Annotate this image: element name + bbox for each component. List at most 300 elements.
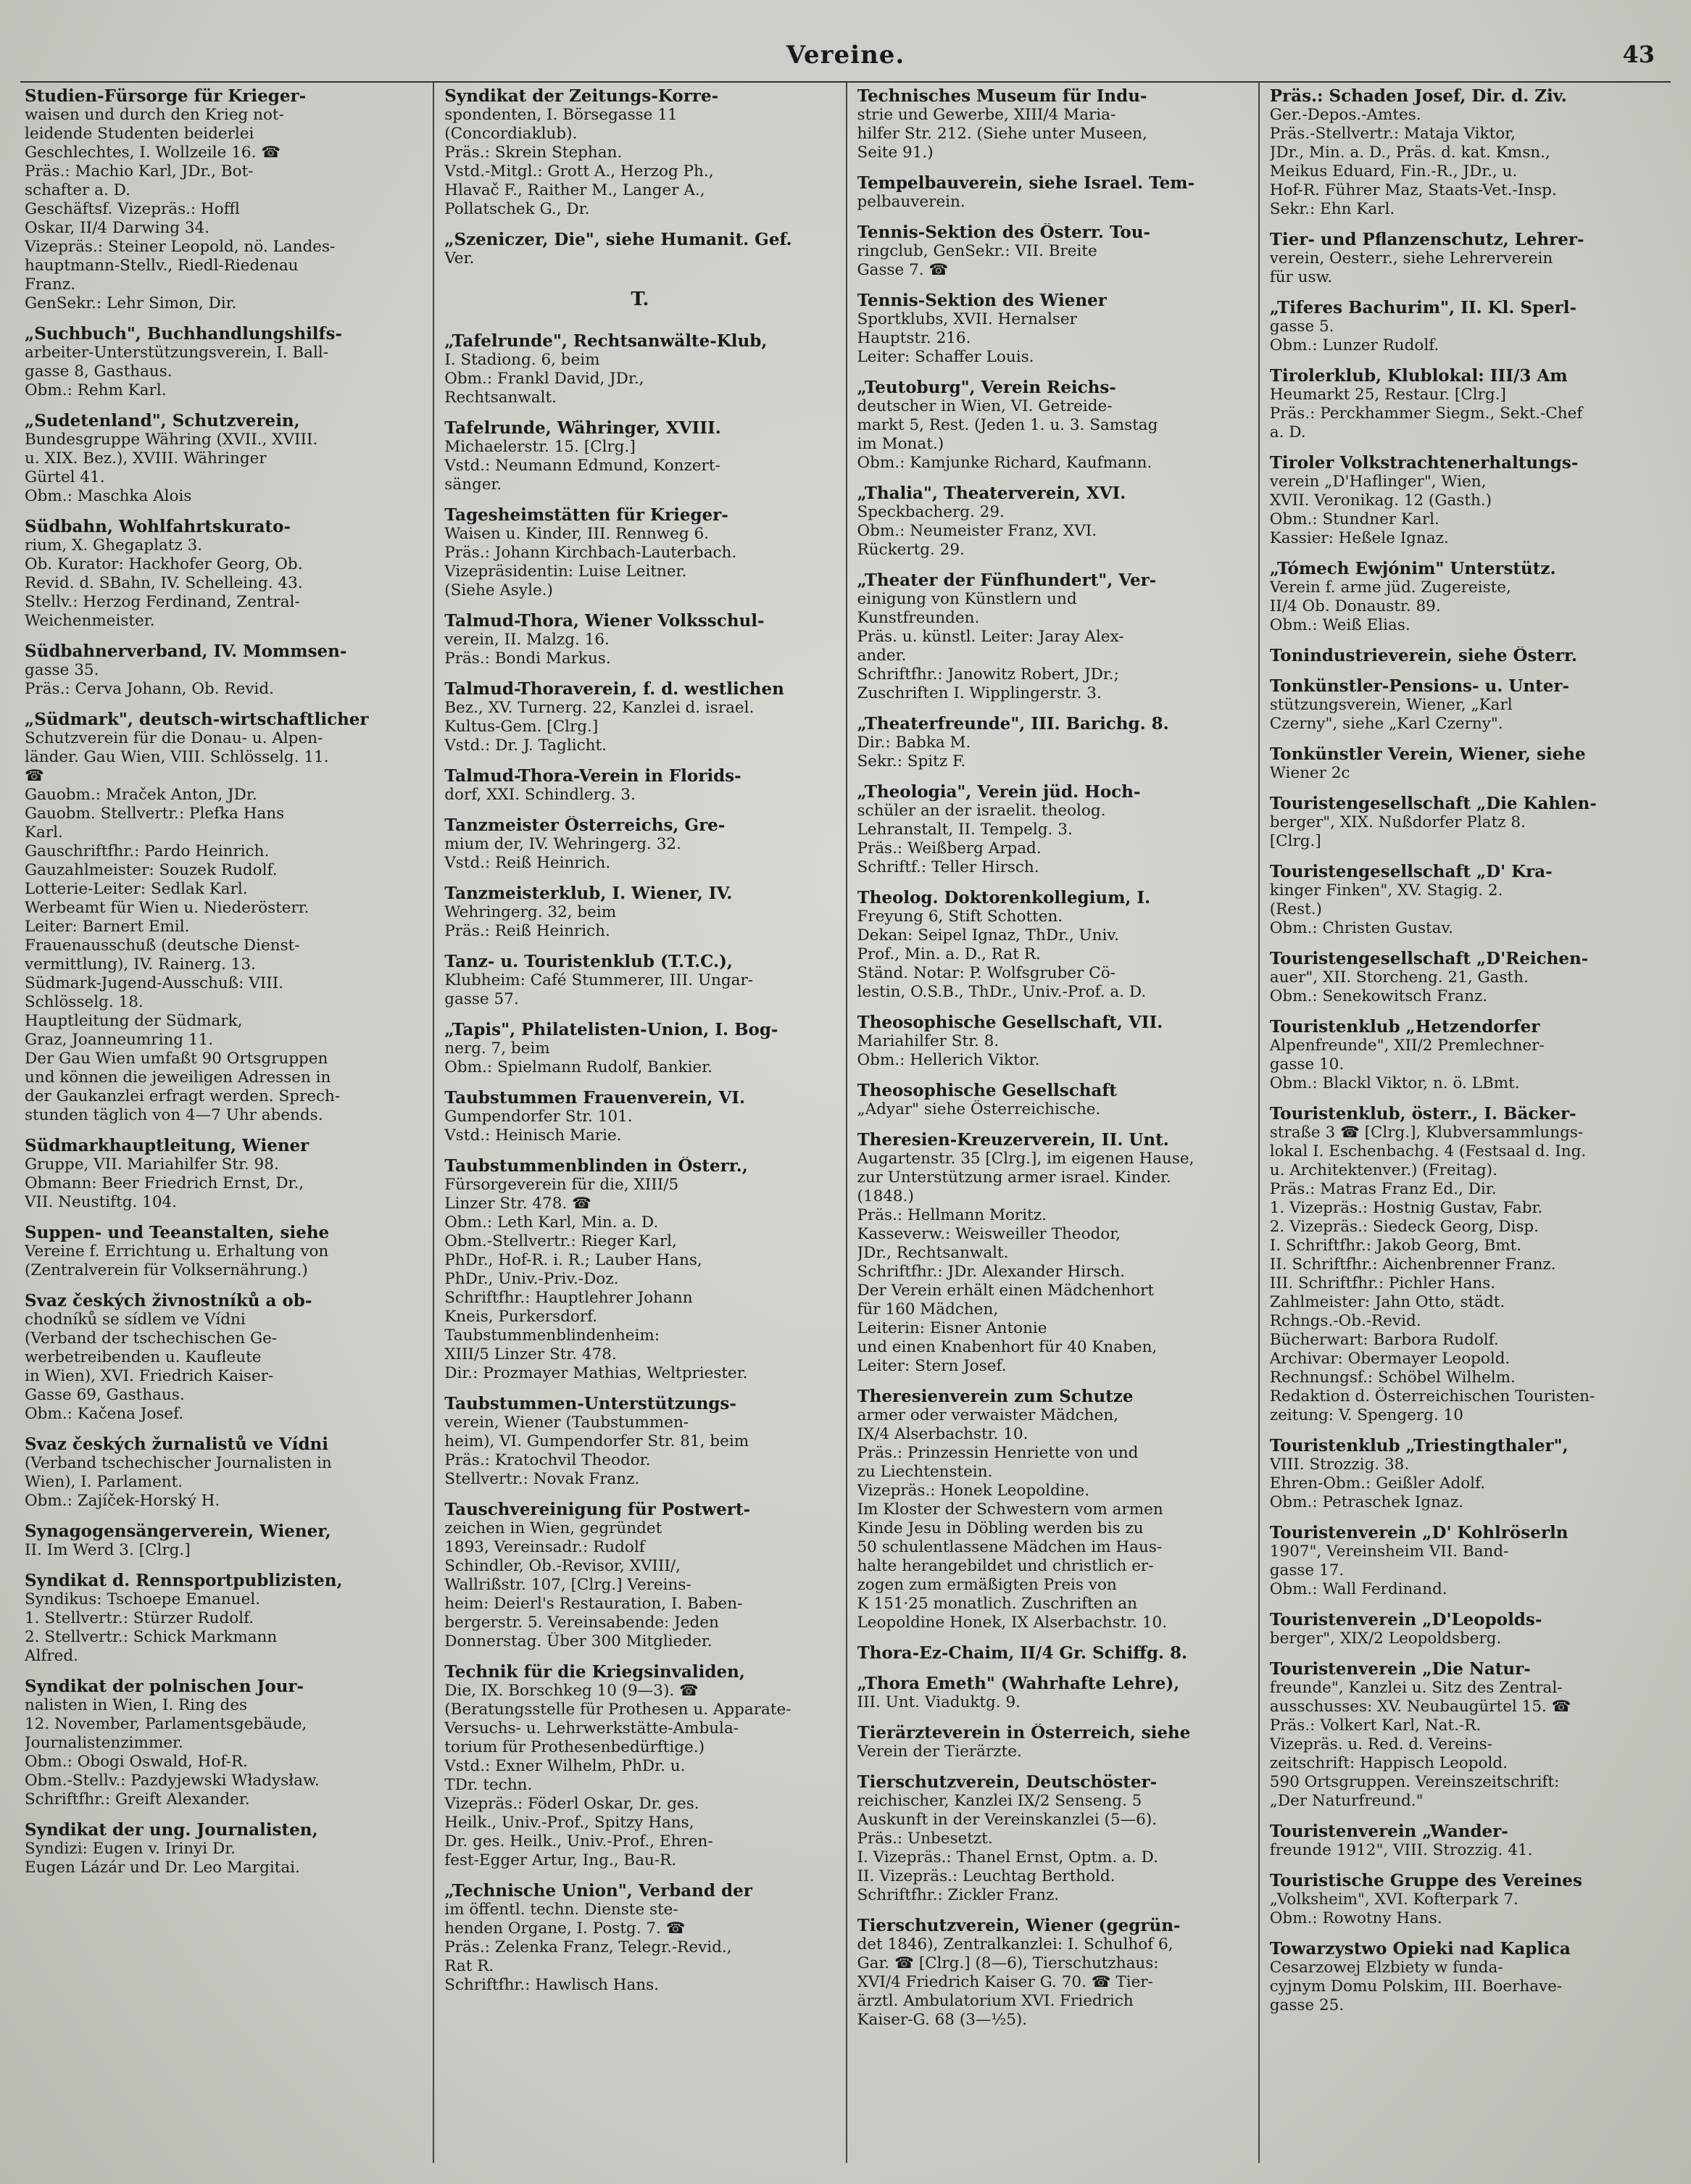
entry-line: Der Gau Wien umfaßt 90 Ortsgruppen bbox=[25, 1050, 328, 1068]
entry-line: IX/4 Alserbachstr. 10. bbox=[857, 1425, 1029, 1443]
entry-line: (1848.) bbox=[857, 1187, 914, 1205]
entry-line: und einen Knabenhort für 40 Knaben, bbox=[857, 1338, 1158, 1356]
entry-line: Obm.: Weiß Elias. bbox=[1269, 616, 1410, 634]
entry-line: Schriftfhr.: Zickler Franz. bbox=[857, 1886, 1060, 1904]
entry-line: Präs.: Reiß Heinrich. bbox=[444, 922, 610, 940]
entry-line: Hauptstr. 216. bbox=[857, 329, 971, 347]
entry-heading-line: „Sudetenland", Schutzverein, bbox=[25, 412, 300, 431]
entry-line: Kunstfreunden. bbox=[857, 609, 980, 627]
directory-entry bbox=[444, 1882, 835, 1995]
entry-heading-line: Touristenverein „Wander- bbox=[1269, 1822, 1508, 1841]
entry-heading-line: Syndikat der ung. Journalisten, bbox=[25, 1821, 318, 1840]
entry-line: Vstd.: Neumann Edmund, Konzert- bbox=[444, 457, 720, 475]
directory-entry bbox=[1270, 1018, 1661, 1093]
entry-line: (Verband der tschechischen Ge- bbox=[25, 1329, 278, 1348]
entry-heading-line: Tafelrunde, Währinger, XVIII. bbox=[444, 419, 721, 438]
directory-entry bbox=[857, 889, 1248, 1002]
entry-line: Vizepräs.: Steiner Leopold, nö. Landes- bbox=[25, 238, 336, 256]
entry-line: Meikus Eduard, Fin.-R., JDr., u. bbox=[1269, 162, 1518, 180]
entry-line: Leopoldine Honek, IX Alserbachstr. 10. bbox=[857, 1614, 1168, 1632]
entry-line: Hlavač F., Raither M., Langer A., bbox=[444, 181, 705, 199]
directory-entry bbox=[25, 1137, 423, 1212]
entry-line: Vizepräs. u. Red. d. Vereins- bbox=[1269, 1735, 1492, 1753]
entry-line: freunde 1912", VIII. Strozzig. 41. bbox=[1269, 1841, 1533, 1859]
directory-entry bbox=[1270, 863, 1661, 938]
directory-entry bbox=[857, 1387, 1248, 1632]
entry-line: Schlösselg. 18. bbox=[25, 993, 144, 1011]
directory-entry bbox=[1270, 1872, 1661, 1928]
directory-entry bbox=[857, 1674, 1248, 1712]
entry-heading-line: Präs.: Schaden Josef, Dir. d. Ziv. bbox=[1269, 87, 1567, 106]
entry-line: in Wien), XVI. Friedrich Kaiser- bbox=[25, 1367, 274, 1385]
entry-line: zu Liechtenstein. bbox=[857, 1463, 993, 1481]
entry-line: gasse 10. bbox=[1269, 1055, 1345, 1074]
entry-heading-line: „Theaterfreunde", III. Barichg. 8. bbox=[857, 715, 1169, 734]
entry-line: Präs.: Volkert Karl, Nat.-R. bbox=[1269, 1716, 1482, 1735]
entry-line: XIII/5 Linzer Str. 478. bbox=[444, 1345, 617, 1363]
entry-line: hilfer Str. 212. (Siehe unter Museen, bbox=[857, 125, 1147, 143]
entry-line: Auskunft in der Vereinskanzlei (5—6). bbox=[857, 1811, 1158, 1829]
entry-line: 1893, Vereinsadr.: Rudolf bbox=[444, 1538, 645, 1556]
entry-line: K 151·25 monatlich. Zuschriften an bbox=[857, 1595, 1137, 1613]
entry-line: Gauzahlmeister: Souzek Rudolf. bbox=[25, 861, 278, 879]
entry-line: Obm.: Neumeister Franz, XVI. bbox=[857, 522, 1097, 540]
entry-heading-line: „Thalia", Theaterverein, XVI. bbox=[857, 484, 1126, 503]
entry-line: 12. November, Parlamentsgebäude, bbox=[25, 1715, 307, 1733]
entry-heading-line: Tonkünstler-Pensions- u. Unter- bbox=[1269, 677, 1569, 696]
entry-line: Schindler, Ob.-Revisor, XVIII/, bbox=[444, 1557, 681, 1575]
entry-heading-line: Tennis-Sektion des Wiener bbox=[857, 291, 1107, 310]
entry-line: Alpenfreunde", XII/2 Premlechner- bbox=[1269, 1037, 1545, 1055]
entry-line: Gauobm. Stellvertr.: Plefka Hans bbox=[25, 805, 285, 823]
entry-heading-line: Talmud-Thora-Verein in Florids- bbox=[444, 767, 741, 786]
directory-entry bbox=[444, 1663, 835, 1870]
entry-heading-line: Tierschutzverein, Deutschöster- bbox=[857, 1773, 1158, 1792]
entry-heading-line: Theosophische Gesellschaft, VII. bbox=[857, 1013, 1163, 1032]
entry-heading-line: Tanz- u. Touristenklub (T.T.C.), bbox=[444, 952, 733, 971]
entry-line: stunden täglich von 4—7 Uhr abends. bbox=[25, 1106, 323, 1124]
entry-line: Ständ. Notar: P. Wolfsgruber Cö- bbox=[857, 964, 1115, 982]
entry-line: Sekr.: Ehn Karl. bbox=[1269, 200, 1395, 218]
entry-line: nalisten in Wien, I. Ring des bbox=[25, 1696, 248, 1714]
entry-line: stützungsverein, Wiener, „Karl bbox=[1269, 696, 1513, 714]
entry-line: I. Schriftfhr.: Jakob Georg, Bmt. bbox=[1269, 1237, 1522, 1255]
directory-entry bbox=[444, 419, 835, 494]
entry-line: Ger.-Depos.-Amtes. bbox=[1269, 106, 1421, 124]
entry-line: ringclub, GenSekr.: VII. Breite bbox=[857, 242, 1097, 260]
directory-entry bbox=[1270, 647, 1661, 665]
entry-line: Zahlmeister: Jahn Otto, städt. bbox=[1269, 1293, 1505, 1311]
directory-entry bbox=[25, 1522, 423, 1560]
entry-line: Obm.: Hellerich Viktor. bbox=[857, 1051, 1040, 1069]
directory-entry bbox=[444, 1021, 835, 1077]
entry-line: waisen und durch den Krieg not- bbox=[25, 106, 284, 124]
entry-line: Schriftf.: Teller Hirsch. bbox=[857, 858, 1039, 876]
entry-line: VII. Neustiftg. 104. bbox=[25, 1193, 178, 1211]
directory-entry bbox=[857, 1081, 1248, 1119]
entry-line: Waisen u. Kinder, III. Rennweg 6. bbox=[444, 525, 709, 543]
entry-line: Rchngs.-Ob.-Revid. bbox=[1269, 1312, 1421, 1330]
entry-line: länder. Gau Wien, VIII. Schlösselg. 11. bbox=[25, 748, 329, 766]
directory-entry bbox=[857, 1644, 1248, 1663]
entry-line: II. Im Werd 3. [Clrg.] bbox=[25, 1541, 191, 1559]
entry-line: Gasse 7. ☎ bbox=[857, 261, 949, 279]
entry-line: Vizepräs.: Honek Leopoldine. bbox=[857, 1482, 1090, 1500]
entry-line: berger", XIX/2 Leopoldsberg. bbox=[1269, 1629, 1502, 1648]
entry-heading-line: Südmarkhauptleitung, Wiener bbox=[25, 1137, 309, 1155]
entry-line: lokal I. Eschenbachg. 4 (Festsaal d. Ing. bbox=[1269, 1142, 1587, 1160]
entry-line: Leiter: Schaffer Louis. bbox=[857, 348, 1034, 366]
entry-line: Die, IX. Borschkeg 10 (9—3). ☎ bbox=[444, 1682, 699, 1700]
entry-line: Präs.: Perckhammer Siegm., Sekt.-Chef bbox=[1269, 404, 1583, 423]
entry-line: Michaelerstr. 15. [Clrg.] bbox=[444, 438, 636, 456]
entry-line: Präs.: Weißberg Arpad. bbox=[857, 839, 1042, 858]
entry-line: dorf, XXI. Schindlerg. 3. bbox=[444, 786, 636, 804]
entry-line: 2. Stellvertr.: Schick Markmann bbox=[25, 1628, 278, 1646]
entry-heading-line: „Theologia", Verein jüd. Hoch- bbox=[857, 783, 1141, 802]
entry-heading-line: Taubstummenblinden in Österr., bbox=[444, 1157, 748, 1176]
entry-line: Leiterin: Eisner Antonie bbox=[857, 1319, 1047, 1337]
entry-line: Kassier: Heßele Ignaz. bbox=[1269, 529, 1449, 547]
entry-line: Verein der Tierärzte. bbox=[857, 1743, 1022, 1761]
entry-line: Gauschriftfhr.: Pardo Heinrich. bbox=[25, 842, 270, 860]
page-title: Vereine. bbox=[786, 41, 905, 70]
directory-entry bbox=[1270, 299, 1661, 355]
entry-heading-line: „Theater der Fünfhundert", Ver- bbox=[857, 571, 1157, 590]
entry-line: Redaktion d. Österreichischen Touristen- bbox=[1269, 1387, 1595, 1406]
entry-line: gasse 5. bbox=[1269, 317, 1334, 336]
entry-line: reichischer, Kanzlei IX/2 Senseng. 5 bbox=[857, 1792, 1142, 1810]
entry-heading-line: „Tapis", Philatelisten-Union, I. Bog- bbox=[444, 1021, 778, 1039]
entry-heading-line: Tonkünstler Verein, Wiener, siehe bbox=[1269, 745, 1586, 764]
entry-line: GenSekr.: Lehr Simon, Dir. bbox=[25, 294, 237, 312]
directory-entry bbox=[444, 680, 835, 755]
entry-line: heim: Deierl's Restauration, I. Baben- bbox=[444, 1595, 743, 1613]
entry-heading-line: Tanzmeister Österreichs, Gre- bbox=[444, 816, 726, 835]
entry-line: Lehranstalt, II. Tempelg. 3. bbox=[857, 821, 1073, 839]
entry-line: II. Schriftfhr.: Aichenbrenner Franz. bbox=[1269, 1255, 1556, 1274]
entry-heading-line: Tonindustrieverein, siehe Österr. bbox=[1269, 647, 1577, 665]
entry-line: gasse 57. bbox=[444, 990, 519, 1008]
entry-line: JDr., Min. a. D., Präs. d. kat. Kmsn., bbox=[1269, 144, 1550, 162]
entry-line: leidende Studenten beiderlei bbox=[25, 125, 254, 143]
entry-line: Donnerstag. Über 300 Mitglieder. bbox=[444, 1632, 712, 1651]
entry-line: Klubheim: Café Stummerer, III. Ungar- bbox=[444, 971, 754, 989]
entry-line: Journalistenzimmer. bbox=[25, 1734, 183, 1752]
entry-line: Schriftfhr.: Hawlisch Hans. bbox=[444, 1976, 660, 1994]
entry-line: Gruppe, VII. Mariahilfer Str. 98. bbox=[25, 1155, 279, 1174]
entry-line: Obm.: Rowotny Hans. bbox=[1269, 1909, 1442, 1927]
entry-heading-line: Studien-Fürsorge für Krieger- bbox=[25, 87, 307, 106]
entry-line: Präs.-Stellvertr.: Mataja Viktor, bbox=[1269, 125, 1516, 143]
entry-line: Obm.: Wall Ferdinand. bbox=[1269, 1580, 1447, 1598]
entry-line: und können die jeweiligen Adressen in bbox=[25, 1068, 331, 1087]
entry-heading-line: Syndikat d. Rennsportpublizisten, bbox=[25, 1571, 343, 1590]
directory-entry bbox=[1270, 1940, 1661, 2015]
entry-line: Franz. bbox=[25, 275, 76, 294]
entry-line: Vstd.-Mitgl.: Grott A., Herzog Ph., bbox=[444, 162, 714, 180]
entry-line: Mariahilfer Str. 8. bbox=[857, 1032, 1000, 1050]
entry-line: „Volksheim", XVI. Kofterpark 7. bbox=[1269, 1890, 1518, 1909]
entry-line: Karl. bbox=[25, 823, 63, 842]
entry-line: Leiter: Barnert Emil. bbox=[25, 918, 190, 936]
entry-line: Obm.: Maschka Alois bbox=[25, 487, 192, 505]
entry-line: (Rest.) bbox=[1269, 900, 1322, 918]
entry-heading-line: Theresien-Kreuzerverein, II. Unt. bbox=[857, 1131, 1169, 1150]
entry-heading-line: Talmud-Thoraverein, f. d. westlichen bbox=[444, 680, 784, 699]
entry-heading-line: Tauschvereinigung für Postwert- bbox=[444, 1500, 751, 1519]
entry-line: Pollatschek G., Dr. bbox=[444, 200, 590, 218]
entry-line: Bez., XV. Turnerg. 22, Kanzlei d. israel. bbox=[444, 699, 755, 717]
entry-line: gasse 17. bbox=[1269, 1561, 1345, 1579]
entry-line: zeitschrift: Happisch Leopold. bbox=[1269, 1754, 1508, 1772]
directory-entry bbox=[857, 571, 1248, 703]
entry-line: pelbauverein. bbox=[857, 193, 965, 211]
entry-line: vermittlung), IV. Rainerg. 13. bbox=[25, 955, 256, 973]
entry-line: Präs.: Johann Kirchbach-Lauterbach. bbox=[444, 544, 737, 562]
directory-entry bbox=[857, 715, 1248, 771]
directory-entry bbox=[25, 518, 423, 631]
entry-line: Schriftfhr.: Janowitz Robert, JDr.; bbox=[857, 665, 1119, 684]
entry-line: Präs. u. künstl. Leiter: Jaray Alex- bbox=[857, 628, 1124, 646]
directory-entry bbox=[1270, 950, 1661, 1006]
entry-line: XVI/4 Friedrich Kaiser G. 70. ☎ Tier- bbox=[857, 1973, 1153, 1991]
entry-heading-line: Touristengesellschaft „D'Reichen- bbox=[1269, 950, 1589, 968]
entry-line: verein, II. Malzg. 16. bbox=[444, 631, 610, 649]
entry-line: det 1846), Zentralkanzlei: I. Schulhof 6, bbox=[857, 1935, 1173, 1953]
entry-line: TDr. techn. bbox=[444, 1776, 533, 1794]
entry-line: 50 schulentlassene Mädchen im Haus- bbox=[857, 1538, 1163, 1556]
entry-heading-line: „Technische Union", Verband der bbox=[444, 1882, 752, 1901]
entry-heading-line: Theosophische Gesellschaft bbox=[857, 1081, 1117, 1100]
entry-line: werbetreibenden u. Kaufleute bbox=[25, 1348, 262, 1366]
entry-line: Südmark-Jugend-Ausschuß: VIII. bbox=[25, 974, 284, 992]
entry-line: im öffentl. techn. Dienste ste- bbox=[444, 1901, 678, 1919]
entry-line: PhDr., Univ.-Priv.-Doz. bbox=[444, 1270, 619, 1288]
entry-line: Präs.: Matras Franz Ed., Dir. bbox=[1269, 1180, 1497, 1198]
entry-line: Vstd.: Exner Wilhelm, PhDr. u. bbox=[444, 1757, 686, 1775]
entry-line: Obm.-Stellv.: Pazdyjewski Władysław. bbox=[25, 1772, 320, 1790]
entry-line: Sekr.: Spitz F. bbox=[857, 752, 966, 771]
entry-heading-line: Touristenklub „Triestingthaler", bbox=[1269, 1437, 1569, 1456]
directory-entry bbox=[857, 484, 1248, 560]
entry-heading-line: „Tómech Ewjónim" Unterstütz. bbox=[1269, 560, 1556, 578]
entry-line: Syndikus: Tschoepe Emanuel. bbox=[25, 1590, 261, 1608]
entry-line: Schriftfhr.: JDr. Alexander Hirsch. bbox=[857, 1263, 1126, 1281]
entry-line: rium, X. Ghegaplatz 3. bbox=[25, 536, 203, 555]
entry-line: gasse 35. bbox=[25, 661, 99, 679]
entry-line: (Beratungsstelle für Prothesen u. Apparate- bbox=[444, 1701, 792, 1719]
entry-line: Wehringerg. 32, beim bbox=[444, 903, 617, 921]
entry-line: Werbeamt für Wien u. Niederösterr. bbox=[25, 899, 309, 917]
entry-line: Wallrißstr. 107, [Clrg.] Vereins- bbox=[444, 1576, 691, 1594]
entry-line: III. Schriftfhr.: Pichler Hans. bbox=[1269, 1274, 1496, 1292]
entry-line: Präs.: Bondi Markus. bbox=[444, 649, 611, 668]
directory-entry bbox=[25, 1292, 423, 1424]
entry-line: ☎ bbox=[25, 767, 44, 785]
entry-line: Taubstummenblindenheim: bbox=[444, 1326, 660, 1345]
entry-line: Alfred. bbox=[25, 1647, 78, 1665]
directory-entry bbox=[444, 767, 835, 805]
entry-line: Czerny", siehe „Karl Czerny". bbox=[1269, 715, 1503, 733]
directory-entry bbox=[857, 783, 1248, 877]
directory-entry bbox=[444, 612, 835, 668]
directory-entry bbox=[857, 1917, 1248, 2030]
entry-line: 1. Stellvertr.: Stürzer Rudolf. bbox=[25, 1609, 254, 1627]
entry-line: Schriftfhr.: Hauptlehrer Johann bbox=[444, 1289, 693, 1307]
entry-line: zeitung: V. Spengerg. 10 bbox=[1269, 1406, 1463, 1424]
entry-line: Stellvertr.: Novak Franz. bbox=[444, 1470, 640, 1488]
column-1 bbox=[20, 83, 433, 2163]
entry-line: verein „D'Haflinger", Wien, bbox=[1269, 473, 1487, 491]
entry-line: Ver. bbox=[444, 249, 475, 267]
directory-entry bbox=[857, 1131, 1248, 1376]
entry-heading-line: Thora-Ez-Chaim, II/4 Gr. Schiffg. 8. bbox=[857, 1644, 1188, 1663]
entry-line: Augartenstr. 35 [Clrg.], im eigenen Hause, bbox=[857, 1150, 1194, 1168]
entry-line: Obm.: Senekowitsch Franz. bbox=[1269, 987, 1488, 1005]
entry-line: Graz, Joanneumring 11. bbox=[25, 1031, 214, 1049]
entry-heading-line: Syndikat der Zeitungs-Korre- bbox=[444, 87, 719, 106]
directory-entry bbox=[25, 1821, 423, 1877]
entry-heading-line: „Thora Emeth" (Wahrhafte Lehre), bbox=[857, 1674, 1180, 1693]
entry-line: Versuchs- u. Lehrwerkstätte-Ambula- bbox=[444, 1719, 739, 1737]
entry-line: Obmann: Beer Friedrich Ernst, Dr., bbox=[25, 1174, 304, 1192]
entry-line: Gumpendorfer Str. 101. bbox=[444, 1108, 633, 1126]
directory-entry bbox=[857, 1773, 1248, 1905]
entry-line: Gauobm.: Mraček Anton, JDr. bbox=[25, 786, 257, 804]
entry-line: Vizepräs.: Föderl Oskar, Dr. ges. bbox=[444, 1795, 699, 1813]
entry-line: Obm.: Blackl Viktor, n. ö. LBmt. bbox=[1269, 1074, 1520, 1092]
entry-line: arbeiter-Unterstützungsverein, I. Ball- bbox=[25, 344, 329, 362]
entry-heading-line: „Tiferes Bachurim", II. Kl. Sperl- bbox=[1269, 299, 1577, 317]
page-header bbox=[20, 36, 1671, 81]
entry-line: Ob. Kurator: Hackhofer Georg, Ob. bbox=[25, 555, 303, 573]
entry-line: cyjnym Domu Polskim, III. Boerhave- bbox=[1269, 1977, 1563, 1996]
entry-line: verein, Wiener (Taubstummen- bbox=[444, 1413, 689, 1432]
entry-line: Kaiser-G. 68 (3—½5). bbox=[857, 2011, 1028, 2029]
entry-line: Eugen Lázár und Dr. Leo Margitai. bbox=[25, 1859, 300, 1877]
column-4 bbox=[1258, 83, 1671, 2163]
entry-heading-line: Touristengesellschaft „Die Kahlen- bbox=[1269, 794, 1597, 813]
entry-line: III. Unt. Viaduktg. 9. bbox=[857, 1693, 1021, 1711]
entry-line: Kinde Jesu in Döbling werden bis zu bbox=[857, 1519, 1144, 1537]
directory-entry bbox=[1270, 1660, 1661, 1811]
entry-line: henden Organe, I. Postg. 7. ☎ bbox=[444, 1919, 686, 1938]
entry-line: [Clrg.] bbox=[1269, 832, 1321, 850]
entry-line: Rechtsanwalt. bbox=[444, 389, 557, 407]
entry-line: Ehren-Obm.: Geißler Adolf. bbox=[1269, 1474, 1486, 1492]
entry-line: straße 3 ☎ [Clrg.], Klubversammlungs- bbox=[1269, 1124, 1584, 1142]
entry-line: Hauptleitung der Südmark, bbox=[25, 1012, 243, 1030]
entry-heading-line: Tier- und Pflanzenschutz, Lehrer- bbox=[1269, 231, 1584, 249]
entry-line: Kneis, Purkersdorf. bbox=[444, 1308, 598, 1326]
directory-entry bbox=[444, 952, 835, 1009]
entry-line: Obm.: Spielmann Rudolf, Bankier. bbox=[444, 1058, 712, 1076]
directory-entry bbox=[1270, 1611, 1661, 1648]
entry-line: Freyung 6, Stift Schotten. bbox=[857, 908, 1063, 926]
entry-line: schafter a. D. bbox=[25, 181, 130, 199]
entry-line: „Adyar" siehe Österreichische. bbox=[857, 1100, 1101, 1118]
entry-line: Präs.: Prinzessin Henriette von und bbox=[857, 1444, 1139, 1462]
entry-line: Bücherwart: Barbora Rudolf. bbox=[1269, 1331, 1499, 1349]
entry-line: zur Unterstützung armer israel. Kinder. bbox=[857, 1168, 1171, 1187]
entry-line: für 160 Mädchen, bbox=[857, 1300, 999, 1319]
entry-line: Weichenmeister. bbox=[25, 612, 155, 630]
directory-entry bbox=[25, 710, 423, 1125]
entry-line: Obm.: Obogi Oswald, Hof-R. bbox=[25, 1753, 248, 1771]
directory-entry bbox=[1270, 794, 1661, 851]
entry-line: Geschäftsf. Vizepräs.: Hoffl bbox=[25, 200, 240, 218]
directory-entry bbox=[1270, 87, 1661, 219]
entry-heading-line: Touristenverein „Die Natur- bbox=[1269, 1660, 1531, 1679]
entry-line: Lotterie-Leiter: Sedlak Karl. bbox=[25, 880, 248, 898]
entry-line: zeichen in Wien, gegründet bbox=[444, 1519, 662, 1537]
entry-line: II/4 Ob. Donaustr. 89. bbox=[1269, 597, 1441, 615]
directory-entry bbox=[25, 1224, 423, 1280]
directory-entry bbox=[1270, 454, 1661, 548]
directory-entry bbox=[444, 1157, 835, 1383]
entry-line: II. Vizepräs.: Leuchtag Berthold. bbox=[857, 1867, 1115, 1885]
entry-line: Präs.: Unbesetzt. bbox=[857, 1830, 993, 1848]
entry-line: Hof-R. Führer Maz, Staats-Vet.-Insp. bbox=[1269, 181, 1557, 199]
entry-line: Präs.: Zelenka Franz, Telegr.-Revid., bbox=[444, 1938, 732, 1956]
entry-line: Obm.: Rehm Karl. bbox=[25, 381, 167, 399]
columns-container bbox=[20, 81, 1671, 2163]
entry-line: Der Verein erhält einen Mädchenhort bbox=[857, 1282, 1155, 1300]
entry-heading-line: Taubstummen-Unterstützungs- bbox=[444, 1395, 736, 1413]
entry-line: hauptmann-Stellv., Riedl-Riedenau bbox=[25, 257, 299, 275]
entry-line: I. Vizepräs.: Thanel Ernst, Optm. a. D. bbox=[857, 1848, 1158, 1867]
directory-entry bbox=[1270, 231, 1661, 287]
directory-entry bbox=[444, 231, 835, 268]
entry-line: Vstd.: Reiß Heinrich. bbox=[444, 854, 611, 872]
entry-line: sänger. bbox=[444, 476, 502, 494]
entry-line: Obm.: Frankl David, JDr., bbox=[444, 370, 644, 388]
entry-line: Obm.: Petraschek Ignaz. bbox=[1269, 1493, 1463, 1511]
directory-entry bbox=[444, 884, 835, 941]
entry-line: schüler an der israelit. theolog. bbox=[857, 802, 1106, 820]
entry-line: „Der Naturfreund." bbox=[1269, 1792, 1424, 1810]
directory-entry bbox=[444, 1500, 835, 1651]
directory-entry bbox=[1270, 677, 1661, 734]
entry-line: Präs.: Machio Karl, JDr., Bot- bbox=[25, 162, 254, 180]
entry-line: deutscher in Wien, VI. Getreide- bbox=[857, 397, 1113, 415]
entry-line: ärztl. Ambulatorium XVI. Friedrich bbox=[857, 1992, 1134, 2010]
entry-line: (Concordiaklub). bbox=[444, 125, 578, 143]
entry-line: der Gaukanzlei erfragt werden. Sprech- bbox=[25, 1087, 341, 1105]
entry-heading-line: Tanzmeisterklub, I. Wiener, IV. bbox=[444, 884, 733, 903]
entry-line: Vstd.: Dr. J. Taglicht. bbox=[444, 736, 607, 755]
entry-line: (Zentralverein für Volksernährung.) bbox=[25, 1261, 308, 1279]
entry-line: mium der, IV. Wehringerg. 32. bbox=[444, 835, 681, 853]
entry-line: Heilk., Univ.-Prof., Spitzy Hans, bbox=[444, 1814, 694, 1832]
entry-line: strie und Gewerbe, XIII/4 Maria- bbox=[857, 106, 1116, 124]
entry-line: ander. bbox=[857, 647, 907, 665]
entry-heading-line: Taubstummen Frauenverein, VI. bbox=[444, 1089, 746, 1108]
entry-line: Obm.: Lunzer Rudolf. bbox=[1269, 336, 1439, 354]
entry-heading-line: Technik für die Kriegsinvaliden, bbox=[444, 1663, 745, 1682]
entry-line: Obm.-Stellvertr.: Rieger Karl, bbox=[444, 1232, 677, 1250]
entry-line: I. Stadiong. 6, beim bbox=[444, 351, 600, 369]
entry-line: torium für Prothesenbedürftige.) bbox=[444, 1738, 705, 1756]
entry-heading-line: „Südmark", deutsch-wirtschaftlicher bbox=[25, 710, 369, 729]
entry-heading-line: Svaz českých žurnalistů ve Vídni bbox=[25, 1435, 328, 1454]
directory-entry bbox=[857, 1724, 1248, 1761]
entry-line: ausschusses: XV. Neubaugürtel 15. ☎ bbox=[1269, 1698, 1571, 1716]
entry-heading-line: Touristische Gruppe des Vereines bbox=[1269, 1872, 1582, 1890]
directory-entry bbox=[444, 1395, 835, 1489]
entry-line: halte herangebildet und christlich er- bbox=[857, 1557, 1154, 1575]
